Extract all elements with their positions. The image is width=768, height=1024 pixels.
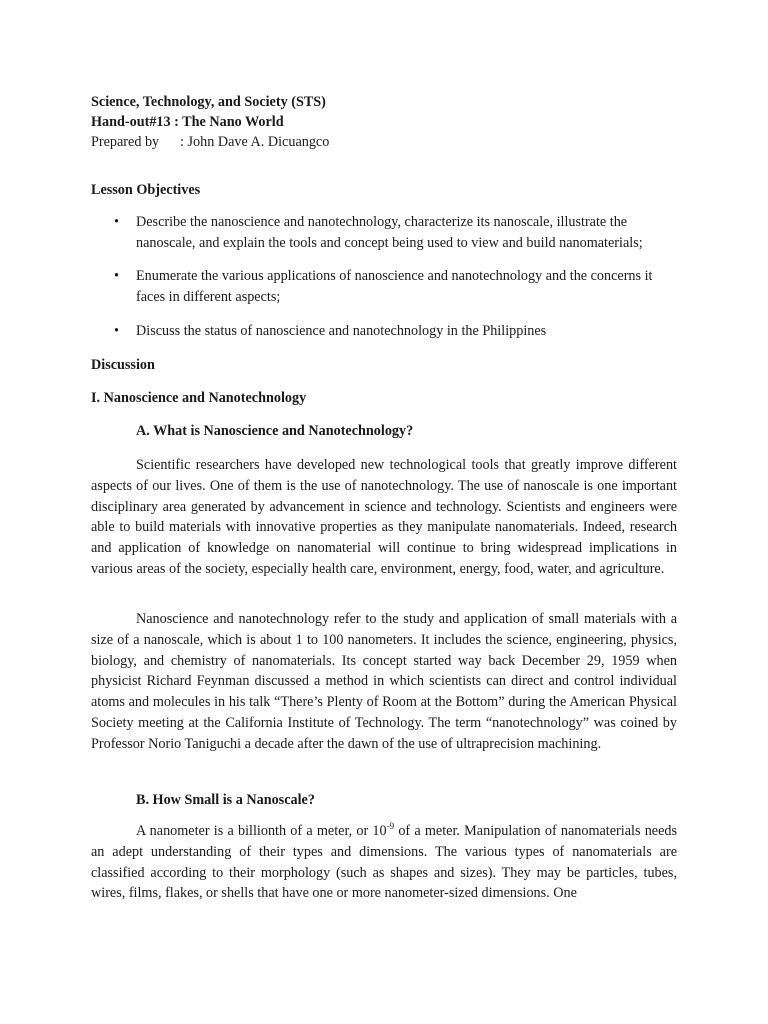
handout-title: Hand-out#13 : The Nano World xyxy=(91,114,284,130)
subsection-b-title: B. How Small is a Nanoscale? xyxy=(136,792,315,808)
bullet-icon: • xyxy=(114,323,119,339)
exponent: -9 xyxy=(386,821,395,831)
objective-text: Discuss the status of nanoscience and nanotechnology in the Philippines xyxy=(136,323,547,339)
document-header xyxy=(91,92,329,152)
section-title: I. Nanoscience and Nanotechnology xyxy=(91,390,307,406)
course-title: Science, Technology, and Society (STS) xyxy=(91,94,326,110)
prepared-by-label: Prepared by xyxy=(91,134,160,150)
subsection-a-title: A. What is Nanoscience and Nanotechnology? xyxy=(136,423,414,439)
bullet-icon: • xyxy=(114,268,119,284)
paragraph-3-part-2: of a meter. Manipulation of nanomaterials needs an adept understanding of their types and dimensions. The various types of nanomaterials are classified according to their morphology (such as shapes and sizes). They may be particles, tubes, wires, films, flakes, or shells that have one or more nanometer-sized dimensions. One xyxy=(91,823,677,902)
objective-item xyxy=(114,321,674,342)
paragraph-2: Nanoscience and nanotechnology refer to the study and application of small materials with a size of a nanoscale, which is about 1 to 100 nanometers. It includes the science, engineering, physics, biology, and chemistry of nanomaterials. Its concept started way back December 29, 1959 when physicist Richard Feynman discussed a method in which scientists can direct and control individual atoms and molecules in his talk “There’s Plenty of Room at the Bottom” during the American Physical Society meeting at the California Institute of Technology. The term “nanotechnology” was coined by Professor Norio Taniguchi a decade after the dawn of the use of ultraprecision machining. xyxy=(91,611,677,752)
paragraph-1: Scientific researchers have developed new technological tools that greatly improve different aspects of our lives. One of them is the use of nanotechnology. The use of nanoscale is one important disciplinary area generated by advancement in science and technology. Scientists and engineers were able to build materials with innovative properties as they manipulate nanomaterials. Indeed, research and application of knowledge on nanomaterial will continue to bring widespread implications in various areas of the society, especially health care, environment, energy, food, water, and agriculture. xyxy=(91,457,677,577)
prepared-by-line xyxy=(91,132,329,152)
objective-item xyxy=(114,266,674,308)
objective-item xyxy=(114,212,674,254)
discussion-heading: Discussion xyxy=(91,357,155,373)
prepared-by-value: : John Dave A. Dicuangco xyxy=(180,134,330,150)
lesson-objectives-heading: Lesson Objectives xyxy=(91,182,201,198)
bullet-icon: • xyxy=(114,214,119,230)
objective-text: Enumerate the various applications of nanoscience and nanotechnology and the concerns it faces in different aspects; xyxy=(136,268,653,305)
paragraph-3 xyxy=(91,821,677,904)
objective-text: Describe the nanoscience and nanotechnology, characterize its nanoscale, illustrate the nanoscale, and explain the tools and concept being used to view and build nanomaterials; xyxy=(136,214,643,251)
paragraph-3-part-1: A nanometer is a billionth of a meter, or 10 xyxy=(136,823,387,839)
